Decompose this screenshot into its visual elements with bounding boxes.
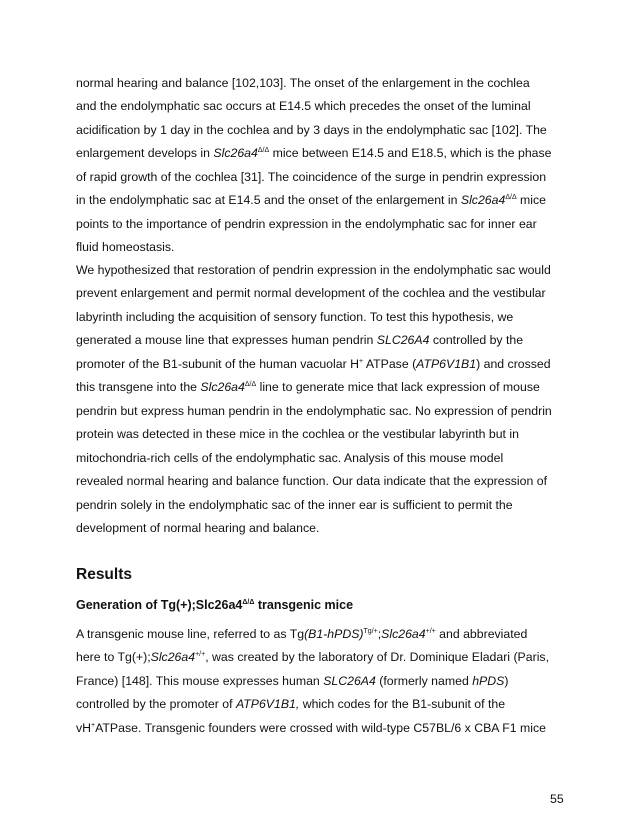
text-line: in the endolymphatic sac at E14.5 and the onset of the enlargement in $Slc26a4^{\Delta/\Delta}$ mice: [76, 193, 547, 208]
text-line: pendrin solely in the endolymphatic sac of the inner ear is sufficient to permit the: [76, 497, 513, 512]
text-line: France) [148]. This mouse expresses human SLC26A4 (formerly named hPDS): [76, 673, 509, 688]
paragraph-transgenic-mouse-line: [76, 623, 576, 740]
text-line: promoter of the B1-subunit of the human vacuolar H+ ATPase (ATP6V1B1) and crossed: [76, 356, 551, 371]
text-line: We hypothesized that restoration of pendrin expression in the endolymphatic sac would: [76, 263, 551, 277]
page-number: 55: [550, 792, 564, 806]
text-line: here to Tg(+);Slc26a4+/+, was created by the laboratory of Dr. Dominique Eladari (Paris,: [76, 650, 549, 665]
text-line: acidification by 1 day in the cochlea and by 3 days in the endolymphatic sac [102]. The: [76, 122, 547, 137]
text-line: revealed normal hearing and balance function. Our data indicate that the expression of: [76, 474, 547, 489]
text-line: generated a mouse line that expresses human pendrin SLC26A4 controlled by the: [76, 333, 524, 348]
text-line: A transgenic mouse line, referred to as Tg(B1-hPDS)$^{Tg/+}$;Slc26a4+/+ and abbreviated: [76, 627, 528, 641]
subsection-heading: Generation of $Tg(+);Slc26a4^{\Delta/\Delta}$ transgenic mice: [76, 598, 354, 612]
text-line: fluid homeostasis.: [76, 240, 175, 255]
text-line: development of normal hearing and balance.: [76, 520, 320, 535]
text-line: controlled by the promoter of ATP6V1B1, which codes for the B1-subunit of the: [76, 697, 506, 712]
text-line: protein was detected in these mice in the cochlea or the vestibular labyrinth but in: [76, 427, 519, 442]
text-line: of rapid growth of the cochlea [31]. The coincidence of the surge in pendrin expression: [76, 169, 547, 184]
text-line: enlargement develops in $Slc26a4^{\Delta/\Delta}$ mice between E14.5 and E18.5, which is the phase: [76, 146, 552, 161]
paragraph-introduction-end: [76, 72, 576, 260]
text-line: vH+ATPase. Transgenic founders were crossed with wild-type C57BL/6 x CBA F1 mice: [76, 720, 546, 735]
text-line: labyrinth including the acquisition of sensory function. To test this hypothesis, we: [76, 309, 514, 324]
text-line: prevent enlargement and permit normal development of the cochlea and the vestibular: [76, 286, 546, 301]
text-line: pendrin but express human pendrin in the endolymphatic sac. No expression of pendrin: [76, 403, 552, 418]
text-line: normal hearing and balance [102,103]. The onset of the enlargement in the cochlea: [76, 76, 530, 90]
text-line: and the endolymphatic sac occurs at E14.5 which precedes the onset of the luminal: [76, 99, 531, 114]
paragraph-hypothesis: [76, 259, 576, 540]
text-line: mitochondria-rich cells of the endolymphatic sac. Analysis of this mouse model: [76, 450, 504, 465]
text-line: this transgene into the $Slc26a4^{\Delta/\Delta}$ line to generate mice that lack expression of mouse: [76, 380, 540, 395]
text-line: points to the importance of pendrin expression in the endolymphatic sac for inner ear: [76, 216, 537, 231]
section-heading-results: Results: [76, 566, 132, 583]
